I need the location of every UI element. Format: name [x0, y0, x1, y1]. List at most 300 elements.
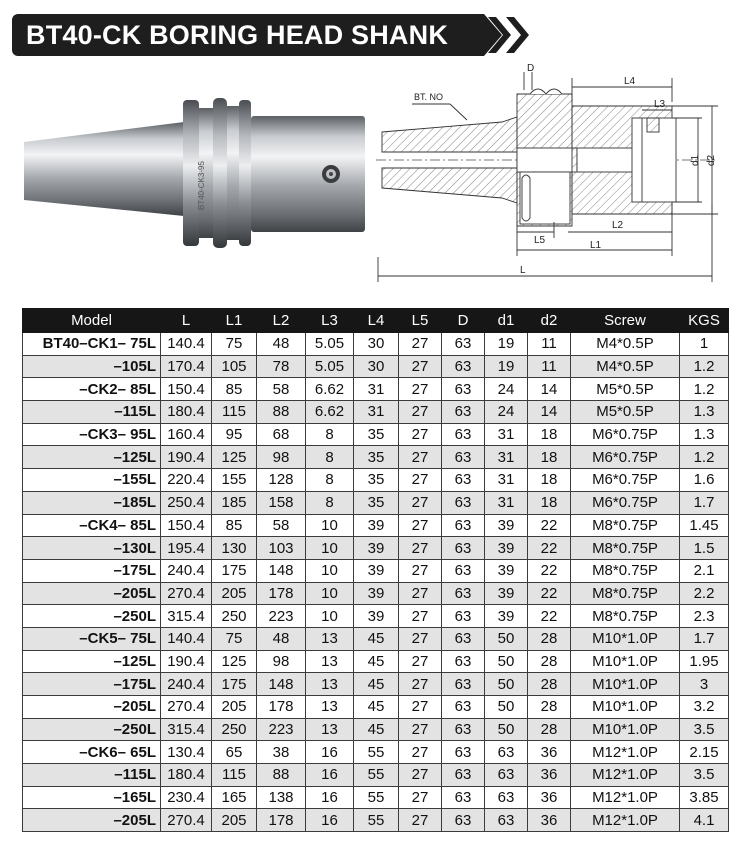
table-cell: 16 [306, 741, 354, 764]
table-cell: 75 [212, 333, 257, 356]
table-cell: 205 [212, 809, 257, 832]
table-cell: 2.3 [680, 605, 729, 628]
table-cell: 39 [485, 582, 528, 605]
table-cell: 180.4 [161, 764, 212, 787]
table-cell: 27 [399, 741, 442, 764]
table-cell: 63 [442, 378, 485, 401]
table-cell: 63 [442, 559, 485, 582]
model-cell: –115L [23, 401, 161, 424]
table-cell: 5.05 [306, 355, 354, 378]
table-cell: 18 [528, 469, 571, 492]
table-cell: M8*0.75P [571, 582, 680, 605]
table-cell: 125 [212, 650, 257, 673]
table-cell: 270.4 [161, 696, 212, 719]
model-cell: BT40–CK1– 75L [23, 333, 161, 356]
table-row [23, 514, 729, 537]
table-cell: M6*0.75P [571, 423, 680, 446]
table-cell: 16 [306, 764, 354, 787]
table-cell: 3.2 [680, 696, 729, 719]
table-cell: 39 [354, 582, 399, 605]
table-cell: 18 [528, 491, 571, 514]
table-cell: 2.1 [680, 559, 729, 582]
table-cell: 150.4 [161, 378, 212, 401]
table-row [23, 718, 729, 741]
label-d2: d2 [706, 154, 717, 166]
table-cell: 3 [680, 673, 729, 696]
table-cell: M8*0.75P [571, 559, 680, 582]
table-cell: 30 [354, 355, 399, 378]
table-row [23, 559, 729, 582]
table-cell: 50 [485, 696, 528, 719]
table-row [23, 627, 729, 650]
table-cell: 1.2 [680, 355, 729, 378]
table-cell: 35 [354, 469, 399, 492]
table-cell: 130.4 [161, 741, 212, 764]
table-cell: M4*0.5P [571, 355, 680, 378]
table-cell: 250 [212, 605, 257, 628]
table-cell: M8*0.75P [571, 537, 680, 560]
table-cell: 39 [485, 559, 528, 582]
table-cell: M10*1.0P [571, 696, 680, 719]
table-cell: 16 [306, 786, 354, 809]
table-cell: 58 [257, 514, 306, 537]
table-cell: 27 [399, 559, 442, 582]
table-cell: 95 [212, 423, 257, 446]
table-cell: 36 [528, 764, 571, 787]
table-cell: 27 [399, 605, 442, 628]
column-header: L2 [257, 309, 306, 333]
table-row [23, 650, 729, 673]
table-cell: 125 [212, 446, 257, 469]
table-cell: 22 [528, 514, 571, 537]
table-cell: 36 [528, 809, 571, 832]
table-cell: 38 [257, 741, 306, 764]
table-row [23, 764, 729, 787]
column-header: KGS [680, 309, 729, 333]
model-cell: –CK6– 65L [23, 741, 161, 764]
table-cell: 27 [399, 401, 442, 424]
table-cell: 27 [399, 650, 442, 673]
table-cell: 50 [485, 673, 528, 696]
table-cell: 88 [257, 764, 306, 787]
table-cell: 5.05 [306, 333, 354, 356]
table-cell: 230.4 [161, 786, 212, 809]
table-cell: 148 [257, 559, 306, 582]
table-cell: 140.4 [161, 627, 212, 650]
table-cell: 63 [442, 469, 485, 492]
table-cell: 115 [212, 401, 257, 424]
table-cell: 31 [485, 423, 528, 446]
model-cell: –105L [23, 355, 161, 378]
model-cell: –165L [23, 786, 161, 809]
table-cell: 10 [306, 514, 354, 537]
table-cell: 1.6 [680, 469, 729, 492]
table-row [23, 378, 729, 401]
table-row [23, 355, 729, 378]
table-cell: 63 [442, 423, 485, 446]
table-row [23, 809, 729, 832]
table-cell: 1.7 [680, 627, 729, 650]
table-cell: 103 [257, 537, 306, 560]
table-row [23, 696, 729, 719]
table-cell: 1.2 [680, 378, 729, 401]
table-cell: 250 [212, 718, 257, 741]
table-cell: 63 [442, 673, 485, 696]
spec-table [22, 308, 729, 832]
table-cell: 50 [485, 650, 528, 673]
table-cell: 178 [257, 696, 306, 719]
column-header: L5 [399, 309, 442, 333]
table-cell: 27 [399, 537, 442, 560]
table-cell: M8*0.75P [571, 514, 680, 537]
model-cell: –130L [23, 537, 161, 560]
table-cell: 4.1 [680, 809, 729, 832]
engraving-text: BT40-CK3-95 [197, 161, 206, 210]
table-cell: 63 [442, 446, 485, 469]
table-cell: 39 [354, 559, 399, 582]
table-cell: 11 [528, 333, 571, 356]
table-cell: 85 [212, 514, 257, 537]
table-cell: 27 [399, 355, 442, 378]
table-cell: 28 [528, 718, 571, 741]
label-L3: L3 [654, 99, 666, 110]
table-cell: 27 [399, 809, 442, 832]
model-cell: –250L [23, 605, 161, 628]
column-header: Model [23, 309, 161, 333]
table-cell: 58 [257, 378, 306, 401]
table-cell: 63 [442, 809, 485, 832]
table-cell: M12*1.0P [571, 809, 680, 832]
table-cell: 55 [354, 786, 399, 809]
table-cell: 1 [680, 333, 729, 356]
table-cell: 1.5 [680, 537, 729, 560]
table-cell: 45 [354, 673, 399, 696]
table-row [23, 741, 729, 764]
table-cell: 35 [354, 491, 399, 514]
table-cell: M12*1.0P [571, 764, 680, 787]
table-cell: 27 [399, 491, 442, 514]
table-cell: 178 [257, 582, 306, 605]
table-cell: M6*0.75P [571, 469, 680, 492]
table-cell: 63 [485, 764, 528, 787]
column-header: Screw [571, 309, 680, 333]
table-cell: 50 [485, 718, 528, 741]
table-cell: 27 [399, 333, 442, 356]
model-cell: –CK4– 85L [23, 514, 161, 537]
title-banner [12, 14, 536, 56]
table-cell: 36 [528, 741, 571, 764]
table-cell: 3.5 [680, 764, 729, 787]
table-cell: 190.4 [161, 650, 212, 673]
table-cell: 45 [354, 718, 399, 741]
table-cell: M10*1.0P [571, 718, 680, 741]
table-cell: M10*1.0P [571, 650, 680, 673]
table-cell: 48 [257, 627, 306, 650]
table-cell: 220.4 [161, 469, 212, 492]
table-cell: 88 [257, 401, 306, 424]
label-L4: L4 [624, 76, 636, 87]
table-cell: 27 [399, 446, 442, 469]
table-cell: 2.2 [680, 582, 729, 605]
table-row [23, 673, 729, 696]
table-cell: 63 [442, 514, 485, 537]
table-cell: 250.4 [161, 491, 212, 514]
table-cell: 178 [257, 809, 306, 832]
table-row [23, 446, 729, 469]
table-cell: 223 [257, 605, 306, 628]
product-photo [18, 92, 368, 260]
model-cell: –CK5– 75L [23, 627, 161, 650]
column-header: d2 [528, 309, 571, 333]
table-body [23, 333, 729, 832]
table-cell: 195.4 [161, 537, 212, 560]
table-cell: 63 [485, 741, 528, 764]
model-cell: –CK3– 95L [23, 423, 161, 446]
table-cell: 1.3 [680, 401, 729, 424]
table-cell: 155 [212, 469, 257, 492]
table-cell: 18 [528, 423, 571, 446]
table-cell: 24 [485, 401, 528, 424]
table-cell: 63 [442, 582, 485, 605]
table-cell: 63 [485, 786, 528, 809]
table-cell: 14 [528, 378, 571, 401]
model-cell: –205L [23, 582, 161, 605]
table-cell: 35 [354, 423, 399, 446]
model-cell: –125L [23, 446, 161, 469]
table-cell: 10 [306, 582, 354, 605]
table-cell: 22 [528, 537, 571, 560]
table-cell: 63 [442, 741, 485, 764]
model-cell: –125L [23, 650, 161, 673]
table-cell: 14 [528, 401, 571, 424]
table-cell: 55 [354, 741, 399, 764]
model-cell: –175L [23, 673, 161, 696]
table-cell: 180.4 [161, 401, 212, 424]
table-cell: 19 [485, 355, 528, 378]
table-cell: 63 [442, 786, 485, 809]
table-cell: 63 [442, 333, 485, 356]
table-cell: 1.45 [680, 514, 729, 537]
table-cell: 39 [354, 514, 399, 537]
table-cell: M12*1.0P [571, 741, 680, 764]
table-cell: 27 [399, 378, 442, 401]
table-cell: M8*0.75P [571, 605, 680, 628]
table-cell: 2.15 [680, 741, 729, 764]
table-cell: 27 [399, 469, 442, 492]
table-cell: 24 [485, 378, 528, 401]
table-cell: M10*1.0P [571, 673, 680, 696]
table-cell: 65 [212, 741, 257, 764]
table-cell: 22 [528, 605, 571, 628]
table-cell: 8 [306, 491, 354, 514]
table-cell: 27 [399, 764, 442, 787]
table-cell: 45 [354, 627, 399, 650]
table-cell: 39 [354, 537, 399, 560]
table-cell: 158 [257, 491, 306, 514]
table-cell: 39 [485, 514, 528, 537]
table-cell: 98 [257, 650, 306, 673]
table-cell: 148 [257, 673, 306, 696]
cylinder-body [251, 116, 365, 232]
table-cell: 36 [528, 786, 571, 809]
table-cell: 115 [212, 764, 257, 787]
table-cell: 150.4 [161, 514, 212, 537]
table-cell: 13 [306, 696, 354, 719]
table-cell: 27 [399, 582, 442, 605]
table-cell: 1.2 [680, 446, 729, 469]
table-cell: 3.5 [680, 718, 729, 741]
table-row [23, 491, 729, 514]
table-cell: 8 [306, 446, 354, 469]
table-cell: 138 [257, 786, 306, 809]
model-cell: –205L [23, 809, 161, 832]
table-cell: M10*1.0P [571, 627, 680, 650]
table-cell: 27 [399, 786, 442, 809]
table-cell: 63 [442, 605, 485, 628]
table-cell: 78 [257, 355, 306, 378]
table-cell: 11 [528, 355, 571, 378]
table-cell: 16 [306, 809, 354, 832]
table-cell: 10 [306, 559, 354, 582]
table-header-row [23, 309, 729, 333]
column-header: L1 [212, 309, 257, 333]
table-cell: 63 [442, 491, 485, 514]
label-D: D [527, 63, 535, 74]
table-row [23, 582, 729, 605]
table-cell: 315.4 [161, 605, 212, 628]
table-cell: 175 [212, 673, 257, 696]
table-row [23, 469, 729, 492]
taper-shank [24, 122, 184, 216]
table-cell: 205 [212, 696, 257, 719]
table-cell: 68 [257, 423, 306, 446]
table-cell: 63 [442, 401, 485, 424]
model-cell: –250L [23, 718, 161, 741]
table-row [23, 605, 729, 628]
table-cell: M6*0.75P [571, 491, 680, 514]
table-cell: 31 [354, 401, 399, 424]
table-cell: 170.4 [161, 355, 212, 378]
table-cell: 270.4 [161, 582, 212, 605]
table-cell: 240.4 [161, 673, 212, 696]
table-cell: 130 [212, 537, 257, 560]
table-cell: 28 [528, 650, 571, 673]
table-cell: 27 [399, 514, 442, 537]
table-cell: 45 [354, 650, 399, 673]
table-cell: 50 [485, 627, 528, 650]
table-row [23, 537, 729, 560]
table-cell: 190.4 [161, 446, 212, 469]
label-d1: d1 [690, 154, 701, 166]
table-cell: 63 [485, 809, 528, 832]
model-cell: –115L [23, 764, 161, 787]
table-cell: 30 [354, 333, 399, 356]
table-cell: 1.7 [680, 491, 729, 514]
page-title: BT40-CK BORING HEAD SHANK [12, 14, 466, 56]
column-header: L [161, 309, 212, 333]
table-cell: 1.3 [680, 423, 729, 446]
table-cell: 165 [212, 786, 257, 809]
model-cell: –175L [23, 559, 161, 582]
table-cell: 31 [485, 491, 528, 514]
table-cell: 27 [399, 673, 442, 696]
table-cell: 63 [442, 627, 485, 650]
table-cell: 63 [442, 650, 485, 673]
table-cell: 31 [485, 446, 528, 469]
label-L: L [520, 265, 526, 276]
table-cell: 13 [306, 650, 354, 673]
table-cell: 160.4 [161, 423, 212, 446]
table-cell: 22 [528, 559, 571, 582]
table-cell: M5*0.5P [571, 401, 680, 424]
table-cell: 105 [212, 355, 257, 378]
table-cell: 205 [212, 582, 257, 605]
label-L5: L5 [534, 235, 546, 246]
table-cell: 35 [354, 446, 399, 469]
table-cell: 6.62 [306, 378, 354, 401]
table-cell: 55 [354, 764, 399, 787]
table-cell: 31 [485, 469, 528, 492]
table-cell: 63 [442, 718, 485, 741]
table-cell: 27 [399, 627, 442, 650]
table-cell: 63 [442, 696, 485, 719]
table-cell: 39 [354, 605, 399, 628]
table-row [23, 401, 729, 424]
table-cell: 10 [306, 605, 354, 628]
table-cell: 55 [354, 809, 399, 832]
table-cell: M4*0.5P [571, 333, 680, 356]
table-cell: 63 [442, 537, 485, 560]
table-cell: 223 [257, 718, 306, 741]
label-L2: L2 [612, 220, 624, 231]
table-cell: 85 [212, 378, 257, 401]
table-cell: 39 [485, 605, 528, 628]
table-cell: 19 [485, 333, 528, 356]
table-cell: 63 [442, 355, 485, 378]
column-header: L4 [354, 309, 399, 333]
table-cell: 27 [399, 696, 442, 719]
table-cell: 175 [212, 559, 257, 582]
table-cell: 63 [442, 764, 485, 787]
table-cell: 1.95 [680, 650, 729, 673]
column-header: d1 [485, 309, 528, 333]
table-cell: 22 [528, 582, 571, 605]
table-cell: 13 [306, 627, 354, 650]
table-row [23, 786, 729, 809]
table-cell: 8 [306, 423, 354, 446]
table-cell: 28 [528, 627, 571, 650]
column-header: L3 [306, 309, 354, 333]
label-L1: L1 [590, 240, 602, 251]
table-cell: 270.4 [161, 809, 212, 832]
table-cell: M5*0.5P [571, 378, 680, 401]
table-cell: 45 [354, 696, 399, 719]
table-row [23, 333, 729, 356]
table-cell: 3.85 [680, 786, 729, 809]
model-cell: –185L [23, 491, 161, 514]
table-cell: 10 [306, 537, 354, 560]
model-cell: –155L [23, 469, 161, 492]
table-cell: 75 [212, 627, 257, 650]
technical-drawing [372, 62, 732, 294]
table-cell: 27 [399, 423, 442, 446]
table-cell: 140.4 [161, 333, 212, 356]
table-row [23, 423, 729, 446]
model-cell: –CK2– 85L [23, 378, 161, 401]
table-cell: 8 [306, 469, 354, 492]
table-cell: 6.62 [306, 401, 354, 424]
table-cell: 39 [485, 537, 528, 560]
